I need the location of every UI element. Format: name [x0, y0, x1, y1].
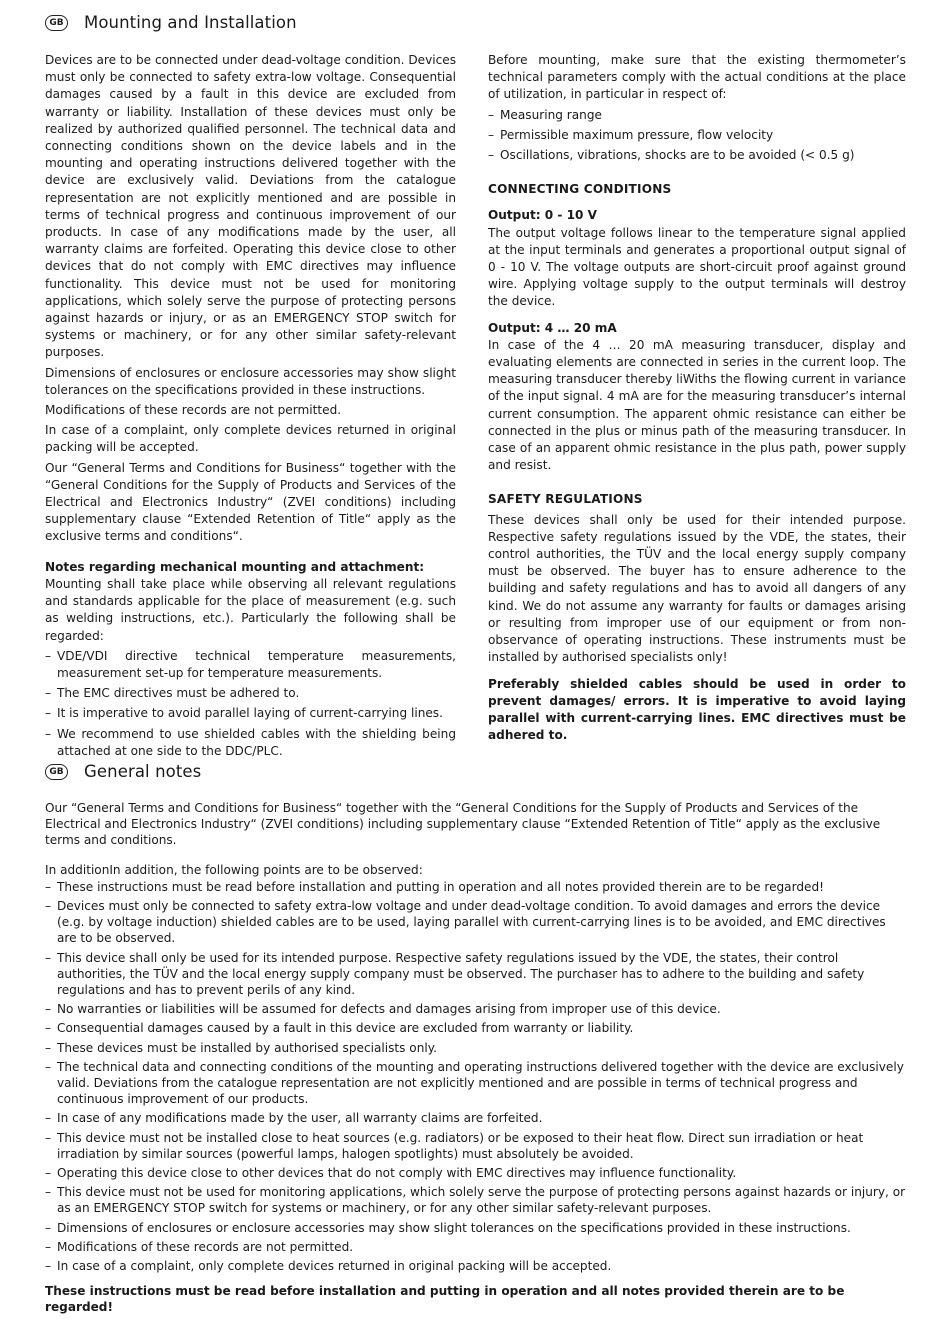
list-item: – VDE/VDI directive technical temperature measurements, measurement set-up for temperature measurements.	[45, 648, 456, 682]
list-item: – These instructions must be read before installation and putting in operation and all notes provided therein are to be regarded!	[45, 879, 907, 895]
connecting-conditions-title: CONNECTING CONDITIONS	[488, 182, 672, 197]
left-paragraph-2: Dimensions of enclosures or enclosure accessories may show slight tolerances on the specifications provided in these instructions.	[45, 365, 456, 397]
left-paragraph-4: In case of a complaint, only complete devices returned in original packing will be accepted.	[45, 423, 456, 455]
shielded-cables-note: Preferably shielded cables should be used in order to prevent damages/ errors. It is imperative to avoid laying parallel with current-carrying lines. EMC directives must be adhered to.	[488, 676, 906, 743]
final-bold-note: These instructions must be read before installation and putting in operation and all notes provided therein are to be regarded!	[45, 1284, 845, 1315]
mounting-heading	[45, 13, 297, 32]
list-item: – Permissible maximum pressure, flow velocity	[488, 127, 906, 144]
list-item: – Dimensions of enclosures or enclosure accessories may show slight tolerances on the specifications provided in these instructions.	[45, 1220, 907, 1236]
general-list	[45, 879, 907, 1274]
notes-list	[45, 648, 456, 760]
left-paragraph-5: Our “General Terms and Conditions for Business“ together with the “General Conditions for the Supply of Products and Services of the Electrical and Electronics Industry“ (ZVEI conditions) including supplementary clause “Extended Retention of Title“ apply as the exclusive terms and conditions“.	[45, 460, 456, 544]
list-item: – Operating this device close to other devices that do not comply with EMC directives may influence functionality.	[45, 1165, 907, 1181]
output-voltage-title: Output: 0 - 10 V	[488, 208, 598, 223]
list-item: – In case of a complaint, only complete devices returned in original packing will be accepted.	[45, 1258, 907, 1274]
notes-text: Mounting shall take place while observing all relevant regulations and standards applicable for the place of measurement (e.g. such as welding instructions, etc.). Particularly the following shall be regarded:	[45, 576, 456, 643]
list-item: – This device must not be installed close to heat sources (e.g. radiators) or be exposed to their heat flow. Direct sun irradiation or heat irradiation by similar sources (powerful lamps, halogen spotlights) must absolutely be avoided.	[45, 1130, 907, 1162]
output-voltage-text: The output voltage follows linear to the temperature signal applied at the input terminals and generates a proportional output signal of 0 - 10 V. The voltage outputs are short-circuit proof against ground wire. Applying voltage supply to the output terminals will destroy the device.	[488, 225, 906, 309]
list-item: – Modifications of these records are not permitted.	[45, 1239, 907, 1255]
gb-language-badge: GB	[45, 15, 68, 31]
list-item: – These devices must be installed by authorised specialists only.	[45, 1040, 907, 1056]
output-current-title: Output: 4 … 20 mA	[488, 320, 617, 335]
general-lead: In additionIn addition, the following points are to be observed:	[45, 862, 423, 877]
list-item: – Devices must only be connected to safety extra-low voltage and under dead-voltage condition. To avoid damages and errors the device (e.g. by voltage induction) shielded cables are to be used, laying parallel with current-carrying lines is to be avoided, and EMC directives are to be observed.	[45, 898, 907, 947]
gb-language-badge: GB	[45, 764, 68, 780]
list-item: – We recommend to use shielded cables with the shielding being attached at one side to the DDC/PLC.	[45, 726, 456, 760]
safety-regulations-text: These devices shall only be used for their intended purpose. Respective safety regulations issued by the VDE, the states, their control authorities, the TÜV and the local energy supply company must be observed. The buyer has to ensure adherence to the building and safety regulations and has to avoid all dangers of any kind. We do not assume any warranty for faults or damages arising or resulting from improper use of our equipment or from non-observance of operating instructions. These instruments must be installed by authorised specialists only!	[488, 512, 906, 665]
list-item: – The technical data and connecting conditions of the mounting and operating instructions delivered together with the device are exclusively valid. Deviations from the catalogue representation are not explicitly mentioned and are possible in terms of technical progress and continuous improvement of our products.	[45, 1059, 907, 1108]
notes-title: Notes regarding mechanical mounting and attachment:	[45, 559, 425, 574]
left-column	[45, 52, 456, 763]
left-paragraph-3: Modifications of these records are not permitted.	[45, 403, 342, 418]
list-item: – No warranties or liabilities will be assumed for defects and damages arising from improper use of this device.	[45, 1001, 907, 1017]
general-notes-title: General notes	[84, 762, 202, 781]
left-paragraph-1: Devices are to be connected under dead-voltage condition. Devices must only be connected to safety extra-low voltage. Consequential damages caused by a fault in this device are excluded from warranty or liability. Installation of these devices must only be realized by authorized qualified personnel. The technical data and connecting conditions shown on the device labels and in the mounting and operating instructions delivered together with the device are exclusively valid. Deviations from the catalogue representation are not explicitly mentioned and are possible in terms of technical progress and continuous improvement of our products. In case of any modifications made by the user, all warranty claims are forfeited. Operating this device close to other devices that do not comply with EMC directives may influence functionality. This device must not be used for monitoring applications, which solely serve the purpose of protecting persons against hazards or injury, or as an EMERGENCY STOP switch for systems or machinery, or for any other similar safety-relevant purposes.	[45, 53, 456, 360]
list-item: – Consequential damages caused by a fault in this device are excluded from warranty or liability.	[45, 1020, 907, 1036]
general-notes-heading	[45, 762, 201, 781]
list-item: – This device shall only be used for its intended purpose. Respective safety regulations issued by the VDE, the states, their control authorities, the TÜV and the local energy supply company must be observed. The purchaser has to adhere to the building and safety regulations and has to prevent perils of any kind.	[45, 950, 907, 999]
right-column	[488, 52, 906, 747]
list-item: – In case of any modifications made by the user, all warranty claims are forfeited.	[45, 1110, 907, 1126]
list-item: – It is imperative to avoid parallel laying of current-carrying lines.	[45, 705, 456, 722]
right-paragraph-1: Before mounting, make sure that the existing thermometer’s technical parameters comply with the actual conditions at the place of utilization, in particular in respect of:	[488, 53, 906, 102]
parameter-list	[488, 107, 906, 165]
list-item: – This device must not be used for monitoring applications, which solely serve the purpose of protecting persons against hazards or injury, or as an EMERGENCY STOP switch for systems or machinery, or for any other similar safety-relevant purposes.	[45, 1184, 907, 1216]
output-current-text: In case of the 4 … 20 mA measuring transducer, display and evaluating elements are connected in series in the current loop. The measuring transducer thereby liWiths the flowing current in variance of the input signal. 4 mA are for the measuring transducer’s internal current consumption. The apparent ohmic resistance can either be connected in the plus or minus path of the measuring transducer. In case of an apparent ohmic resistance in the plus path, power supply and resist.	[488, 337, 907, 473]
general-notes-body	[45, 800, 907, 1319]
general-intro: Our “General Terms and Conditions for Business“ together with the “General Conditions for the Supply of Products and Services of the Electrical and Electronics Industry“ (ZVEI conditions) including supplementary clause “Extended Retention of Title“ apply as the exclusive terms and conditions.	[45, 801, 881, 848]
mounting-title: Mounting and Installation	[84, 13, 297, 32]
list-item: – Oscillations, vibrations, shocks are to be avoided (< 0.5 g)	[488, 147, 906, 164]
list-item: – The EMC directives must be adhered to.	[45, 685, 456, 702]
list-item: – Measuring range	[488, 107, 906, 124]
safety-regulations-title: SAFETY REGULATIONS	[488, 492, 643, 507]
